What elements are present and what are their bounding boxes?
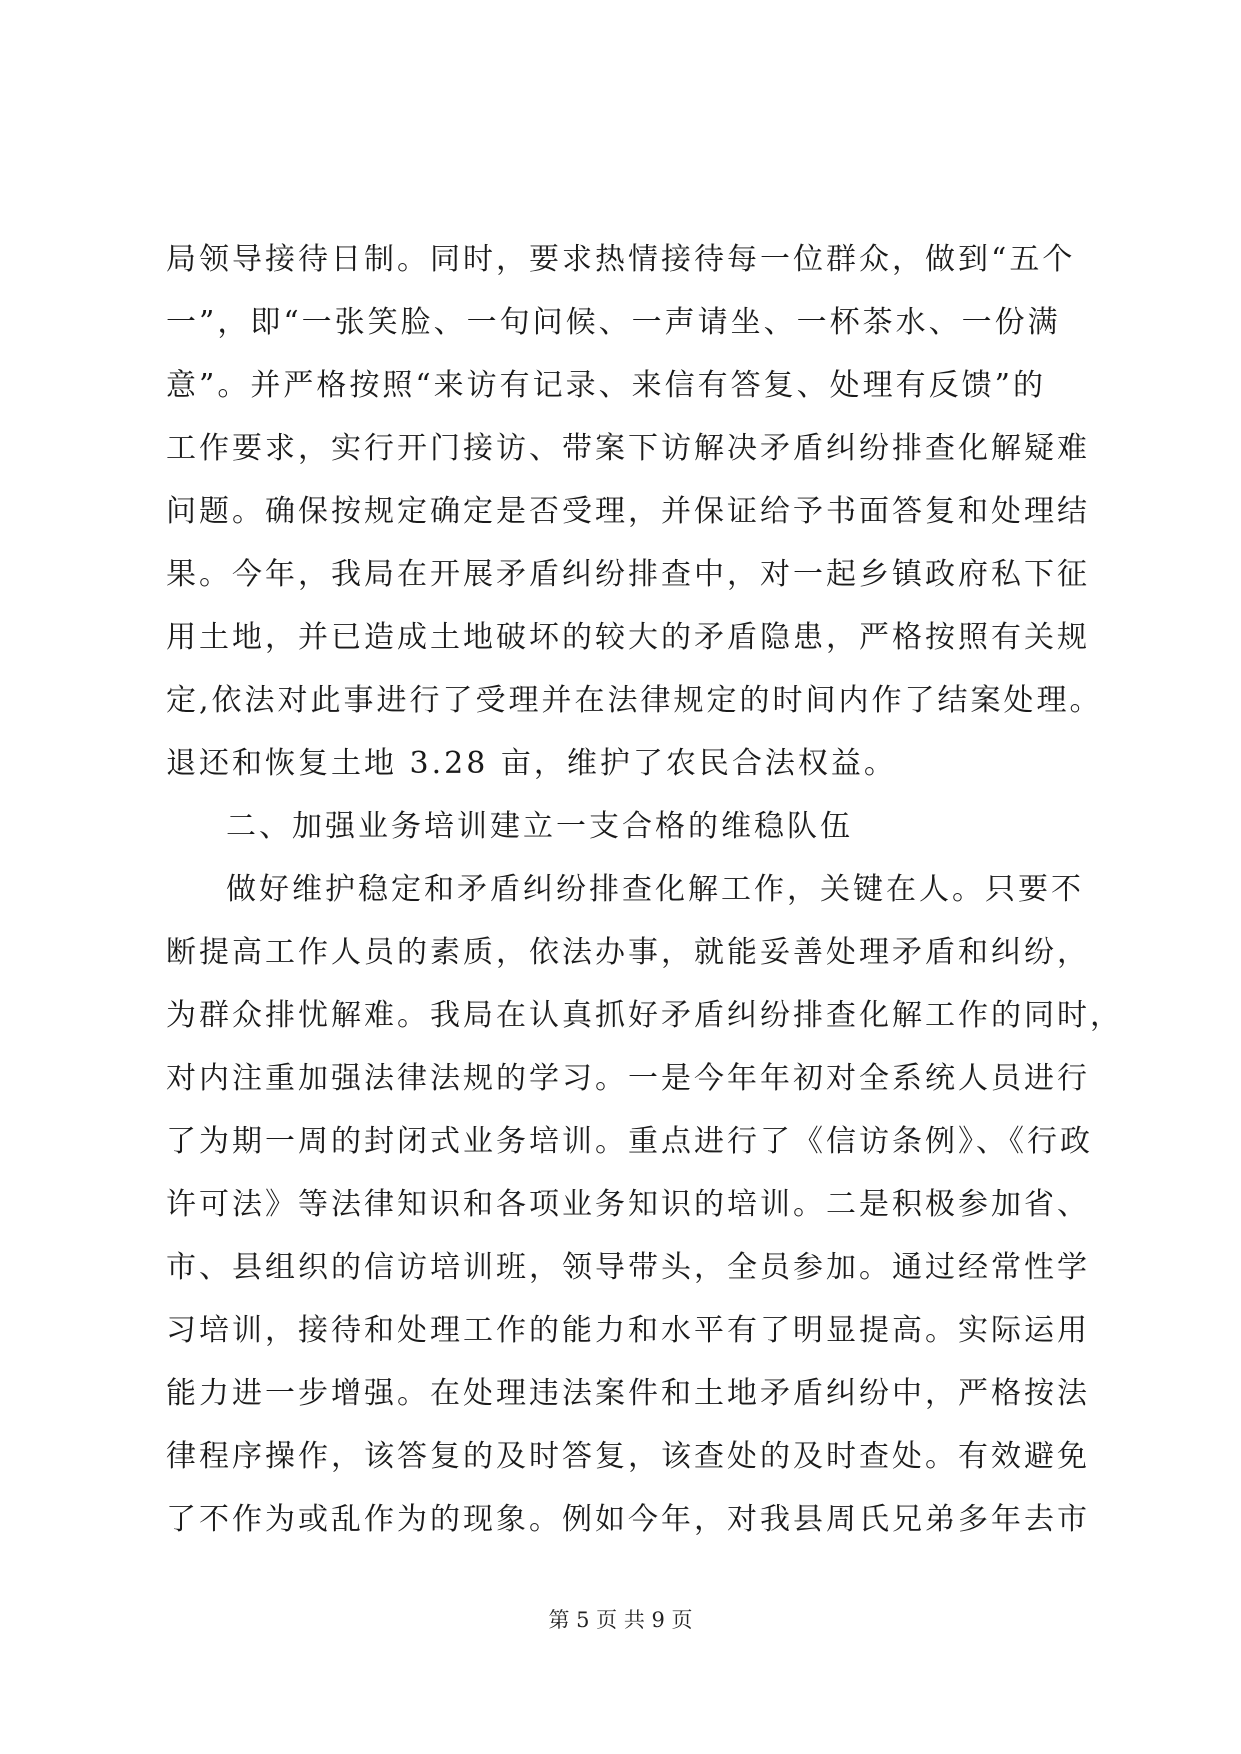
- page-number-footer: 第 5 页 共 9 页: [548, 1608, 693, 1632]
- text-line: 局领导接待日制。同时，要求热情接待每一位群众，做到“五个: [166, 242, 1076, 277]
- text-line: 律程序操作，该答复的及时答复，该查处的及时查处。有效避免: [166, 1439, 1090, 1474]
- text-line: 了不作为或乱作为的现象。例如今年，对我县周氏兄弟多年去市: [166, 1502, 1090, 1537]
- text-line: 习培训，接待和处理工作的能力和水平有了明显提高。实际运用: [166, 1313, 1090, 1348]
- text-line: 工作要求，实行开门接访、带案下访解决矛盾纠纷排查化解疑难: [166, 431, 1090, 466]
- text-line: 定,依法对此事进行了受理并在法律规定的时间内作了结案处理。: [166, 683, 1103, 718]
- section-heading: 二、加强业务培训建立一支合格的维稳队伍: [226, 809, 853, 844]
- text-line: 一”，即“一张笑脸、一句问候、一声请坐、一杯茶水、一份满: [166, 305, 1061, 340]
- paragraph-first-line: 做好维护稳定和矛盾纠纷排查化解工作，关键在人。只要不: [226, 872, 1084, 907]
- text-line: 断提高工作人员的素质，依法办事，就能妥善处理矛盾和纠纷，: [166, 935, 1090, 970]
- text-line: 为群众排忧解难。我局在认真抓好矛盾纠纷排查化解工作的同时，: [166, 998, 1123, 1033]
- body-text: [166, 228, 1123, 1551]
- text-line: 能力进一步增强。在处理违法案件和土地矛盾纠纷中，严格按法: [166, 1376, 1090, 1411]
- text-line: 许可法》等法律知识和各项业务知识的培训。二是积极参加省、: [166, 1187, 1090, 1222]
- text-line: 果。今年，我局在开展矛盾纠纷排查中，对一起乡镇政府私下征: [166, 557, 1090, 592]
- text-line: 问题。确保按规定确定是否受理，并保证给予书面答复和处理结: [166, 494, 1090, 529]
- text-line: 对内注重加强法律法规的学习。一是今年年初对全系统人员进行: [166, 1061, 1090, 1096]
- text-line: 退还和恢复土地 3.28 亩，维护了农民合法权益。: [166, 746, 897, 781]
- text-line: 了为期一周的封闭式业务培训。重点进行了《信访条例》、《行政: [166, 1124, 1093, 1159]
- text-line: 市、县组织的信访培训班，领导带头，全员参加。通过经常性学: [166, 1250, 1090, 1285]
- text-line: 用土地，并已造成土地破坏的较大的矛盾隐患，严格按照有关规: [166, 620, 1090, 655]
- text-line: 意”。并严格按照“来访有记录、来信有答复、处理有反馈”的: [166, 368, 1047, 403]
